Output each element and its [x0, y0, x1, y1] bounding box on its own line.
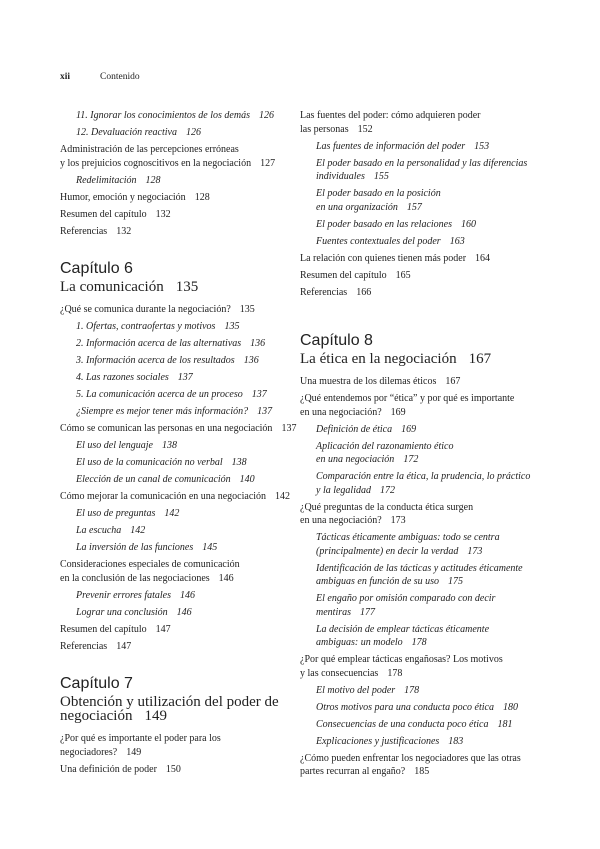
page-ref: 146 [218, 572, 234, 584]
toc-subentry [300, 531, 550, 558]
toc-entry [60, 640, 295, 654]
page-ref: 164 [475, 252, 491, 264]
entry-text: El poder basado en las relaciones [316, 218, 453, 230]
entry-text: (principalmente) en decir la verdad [316, 545, 459, 557]
page-ref: 153 [474, 140, 490, 152]
page-ref: 180 [502, 701, 518, 713]
entry-text: ambiguas: un modelo [316, 637, 403, 648]
page-ref: 150 [165, 763, 181, 775]
page-ref: 178 [411, 637, 427, 648]
toc-subentry [300, 562, 550, 589]
toc-subentry [60, 439, 295, 453]
toc-subentry [300, 440, 550, 467]
toc-entry [300, 375, 550, 389]
page-ref: 163 [449, 235, 465, 247]
toc-entry [60, 558, 295, 585]
page-ref: 173 [467, 545, 483, 557]
page-ref: 165 [395, 269, 411, 281]
page-ref: 128 [194, 191, 210, 203]
page-ref: 185 [414, 766, 430, 777]
entry-text: 5. La comunicación acerca de un proceso [76, 389, 243, 400]
entry-text: La escucha [76, 525, 122, 536]
toc-subentry [60, 606, 295, 620]
toc-subentry [60, 524, 295, 538]
toc-entry [300, 752, 550, 779]
page-ref: 138 [161, 440, 177, 451]
page-ref: 145 [202, 542, 218, 553]
page-ref: 169 [401, 423, 417, 435]
entry-text: en una organización [316, 201, 398, 213]
toc-subentry [60, 405, 295, 419]
entry-text: en la conclusión de las negociaciones [60, 572, 210, 584]
entry-text: El uso de la comunicación no verbal [76, 457, 223, 468]
toc-entry [300, 252, 550, 266]
chapter-title-text: negociación [60, 708, 133, 724]
page-ref: 178 [404, 684, 420, 696]
entry-text: 1. Ofertas, contraofertas y motivos [76, 321, 216, 332]
entry-text: Definición de ética [316, 423, 393, 435]
entry-text: Prevenir errores fatales [76, 589, 171, 601]
toc-subentry [300, 735, 550, 749]
toc-subentry [60, 371, 295, 385]
entry-text: mentiras [316, 606, 351, 618]
entry-text: La inversión de las funciones [76, 542, 194, 553]
toc-subentry [60, 589, 295, 603]
chapter-title-text: La comunicación [60, 279, 164, 295]
toc-subentry [300, 235, 550, 249]
entry-text: en una negociación? [300, 515, 382, 526]
toc-subentry [300, 592, 550, 619]
toc-entry [300, 269, 550, 283]
chapter-title [300, 352, 550, 366]
page-ref: 138 [231, 457, 247, 468]
page-ref: 135 [239, 304, 255, 315]
page-ref: 137 [281, 423, 297, 434]
entry-text: ¿Por qué emplear tácticas engañosas? Los motivos [300, 654, 503, 665]
toc-subentry [60, 507, 295, 521]
page-ref: 135 [224, 321, 240, 332]
page-ref: 137 [251, 389, 267, 400]
entry-text: Referencias [60, 225, 108, 237]
entry-text: partes recurran al engaño? [300, 766, 406, 777]
toc-subentry [300, 470, 550, 497]
toc-entry [300, 653, 550, 680]
page-ref: 132 [155, 208, 171, 220]
entry-text: ¿Siempre es mejor tener más información? [76, 406, 249, 417]
toc-subentry [300, 701, 550, 715]
entry-text: ¿Cómo pueden enfrentar los negociadores que las otras [300, 752, 521, 764]
page-ref: 137 [177, 372, 193, 383]
toc-entry [60, 225, 295, 239]
toc-entry [60, 143, 295, 170]
toc-subentry [60, 354, 295, 368]
toc-entry [60, 490, 295, 504]
page-ref: 149 [126, 746, 142, 758]
toc-entry [60, 732, 295, 759]
chapter-page-ref: 149 [144, 708, 167, 724]
page-ref: 173 [390, 515, 406, 526]
entry-text: en una negociación? [300, 406, 382, 418]
chapter-label: Capítulo 6 [60, 260, 133, 277]
entry-text: Resumen del capítulo [60, 623, 147, 635]
entry-text: y los prejuicios cognoscitivos en la negociación [60, 157, 252, 169]
page-ref: 136 [250, 338, 266, 349]
toc-entry [300, 392, 550, 419]
page-ref: 146 [179, 589, 195, 601]
page-ref: 127 [260, 157, 276, 169]
entry-text: La relación con quienes tienen más poder [300, 252, 467, 264]
chapter-block [60, 675, 295, 776]
page-ref: 157 [406, 201, 422, 213]
entry-text: Referencias [60, 640, 108, 652]
entry-text: Humor, emoción y negociación [60, 191, 186, 203]
entry-text: y la legalidad [316, 484, 371, 496]
toc-subentry [60, 473, 295, 487]
toc-subentry [60, 337, 295, 351]
chapter-title [60, 695, 295, 723]
toc-subentry [300, 218, 550, 232]
entry-text: Cómo mejorar la comunicación en una negociación [60, 491, 267, 502]
entry-text: ¿Qué entendemos por “ética” y por qué es importante [300, 393, 515, 404]
toc-left-column [60, 109, 295, 780]
entry-text: El poder basado en la posición [316, 188, 441, 199]
entry-text: ¿Qué preguntas de la conducta ética surgen [300, 501, 474, 513]
entry-text: las personas [300, 123, 349, 135]
entry-text: Consideraciones especiales de comunicación [60, 559, 240, 570]
chapter-block [60, 260, 295, 653]
entry-text: 4. Las razones sociales [76, 372, 169, 383]
toc-subentry [60, 456, 295, 470]
entry-text: Fuentes contextuales del poder [316, 235, 441, 247]
toc-subentry [60, 174, 295, 188]
chapter-title-text: La ética en la negociación [300, 351, 457, 367]
entry-text: negociadores? [60, 746, 118, 758]
page-ref: 147 [155, 623, 171, 635]
page-ref: 142 [164, 508, 180, 519]
entry-text: 11. Ignorar los conocimientos de los demás [76, 110, 250, 121]
entry-text: Consecuencias de una conducta poco ética [316, 718, 489, 730]
entry-text: El motivo del poder [316, 684, 396, 696]
toc-entry [300, 109, 550, 136]
toc-subentry [60, 109, 295, 123]
toc-subentry [60, 388, 295, 402]
entry-text: y las consecuencias [300, 667, 379, 679]
entry-text: ¿Qué se comunica durante la negociación? [60, 304, 231, 315]
page-ref: 128 [145, 174, 161, 186]
page-ref: 132 [116, 225, 132, 237]
page-ref: 146 [176, 606, 192, 618]
chapter-page-ref: 135 [175, 279, 199, 295]
entry-text: Las fuentes de información del poder [316, 140, 466, 152]
toc-subentry [300, 718, 550, 732]
page-ref: 181 [497, 718, 513, 730]
chapter-title-text: Obtención y utilización del poder de [60, 694, 279, 710]
page-ref: 160 [461, 218, 477, 230]
chapter-block [300, 332, 550, 779]
toc-entry [300, 286, 550, 300]
entry-text: Redelimitación [76, 174, 137, 186]
page-ref: 169 [390, 406, 406, 418]
entry-text: Lograr una conclusión [76, 606, 168, 618]
entry-text: Las fuentes del poder: cómo adquieren poder [300, 110, 481, 121]
entry-text: Explicaciones y justificaciones [316, 735, 440, 747]
toc-subentry [300, 187, 550, 214]
entry-text: Identificación de las tácticas y actitudes éticamente [316, 562, 523, 574]
entry-text: Otros motivos para una conducta poco ética [316, 701, 494, 713]
page-ref: 126 [258, 110, 274, 121]
page-ref: 167 [445, 376, 461, 387]
entry-text: individuales [316, 171, 365, 182]
entry-text: Aplicación del razonamiento ético [316, 440, 454, 452]
toc-right-column [300, 109, 550, 782]
entry-text: Resumen del capítulo [300, 269, 387, 281]
entry-text: Cómo se comunican las personas en una negociación [60, 423, 273, 434]
page-ref: 178 [387, 667, 403, 679]
toc-entry [60, 191, 295, 205]
entry-text: El uso de preguntas [76, 508, 156, 519]
page-ref: 142 [130, 525, 146, 536]
toc-subentry [300, 423, 550, 437]
entry-text: 3. Información acerca de los resultados [76, 355, 235, 366]
entry-text: Una muestra de los dilemas éticos [300, 376, 437, 387]
entry-text: Elección de un canal de comunicación [76, 474, 231, 485]
entry-text: Una definición de poder [60, 763, 157, 775]
entry-text: Referencias [300, 286, 348, 298]
chapter-label: Capítulo 7 [60, 675, 133, 692]
page-ref: 137 [257, 406, 273, 417]
toc-subentry [300, 623, 550, 650]
page-ref: 142 [275, 491, 291, 502]
toc-subentry [60, 126, 295, 140]
toc-subentry [300, 140, 550, 154]
running-header [60, 72, 140, 82]
chapter-page-ref: 167 [468, 351, 492, 367]
toc-entry [60, 303, 295, 317]
running-title: Contenido [100, 72, 140, 82]
entry-text: Comparación entre la ética, la prudencia, lo práctico [316, 471, 531, 482]
toc-entry [300, 501, 550, 528]
page-ref: 147 [116, 640, 132, 652]
entry-text: Resumen del capítulo [60, 208, 147, 220]
page-ref: 155 [373, 171, 389, 182]
page-ref: 172 [380, 484, 395, 496]
entry-text: 12. Devaluación reactiva [76, 127, 177, 138]
page-ref: 140 [239, 474, 255, 485]
entry-text: El engaño por omisión comparado con decir [316, 593, 496, 604]
toc-entry [60, 623, 295, 637]
chapter-title [60, 280, 295, 294]
entry-text: ambiguas en función de su uso [316, 576, 440, 587]
toc-subentry [60, 541, 295, 555]
page-ref: 172 [403, 454, 419, 465]
toc-entry [60, 208, 295, 222]
toc-entry [60, 763, 295, 777]
toc-subentry [60, 320, 295, 334]
entry-text: El uso del lenguaje [76, 440, 153, 451]
page-ref: 126 [186, 127, 201, 138]
entry-text: La decisión de emplear tácticas éticamente [316, 623, 490, 635]
entry-text: Tácticas éticamente ambiguas: todo se centra [316, 532, 500, 543]
page-ref: 183 [448, 735, 464, 747]
page-ref: 177 [360, 606, 375, 618]
toc-entry [60, 422, 295, 436]
page-ref: 166 [356, 286, 372, 298]
entry-text: ¿Por qué es importante el poder para los [60, 733, 221, 744]
entry-text: 2. Información acerca de las alternativas [76, 338, 242, 349]
page-number: xii [60, 72, 71, 82]
toc-subentry [300, 684, 550, 698]
entry-text: El poder basado en la personalidad y las diferencias [316, 157, 528, 169]
page-ref: 175 [448, 576, 464, 587]
chapter-label: Capítulo 8 [300, 332, 373, 349]
page-ref: 152 [357, 123, 373, 135]
entry-text: en una negociación [316, 454, 395, 465]
toc-subentry [300, 157, 550, 184]
page-ref: 136 [243, 355, 259, 366]
entry-text: Administración de las percepciones erróneas [60, 144, 239, 155]
